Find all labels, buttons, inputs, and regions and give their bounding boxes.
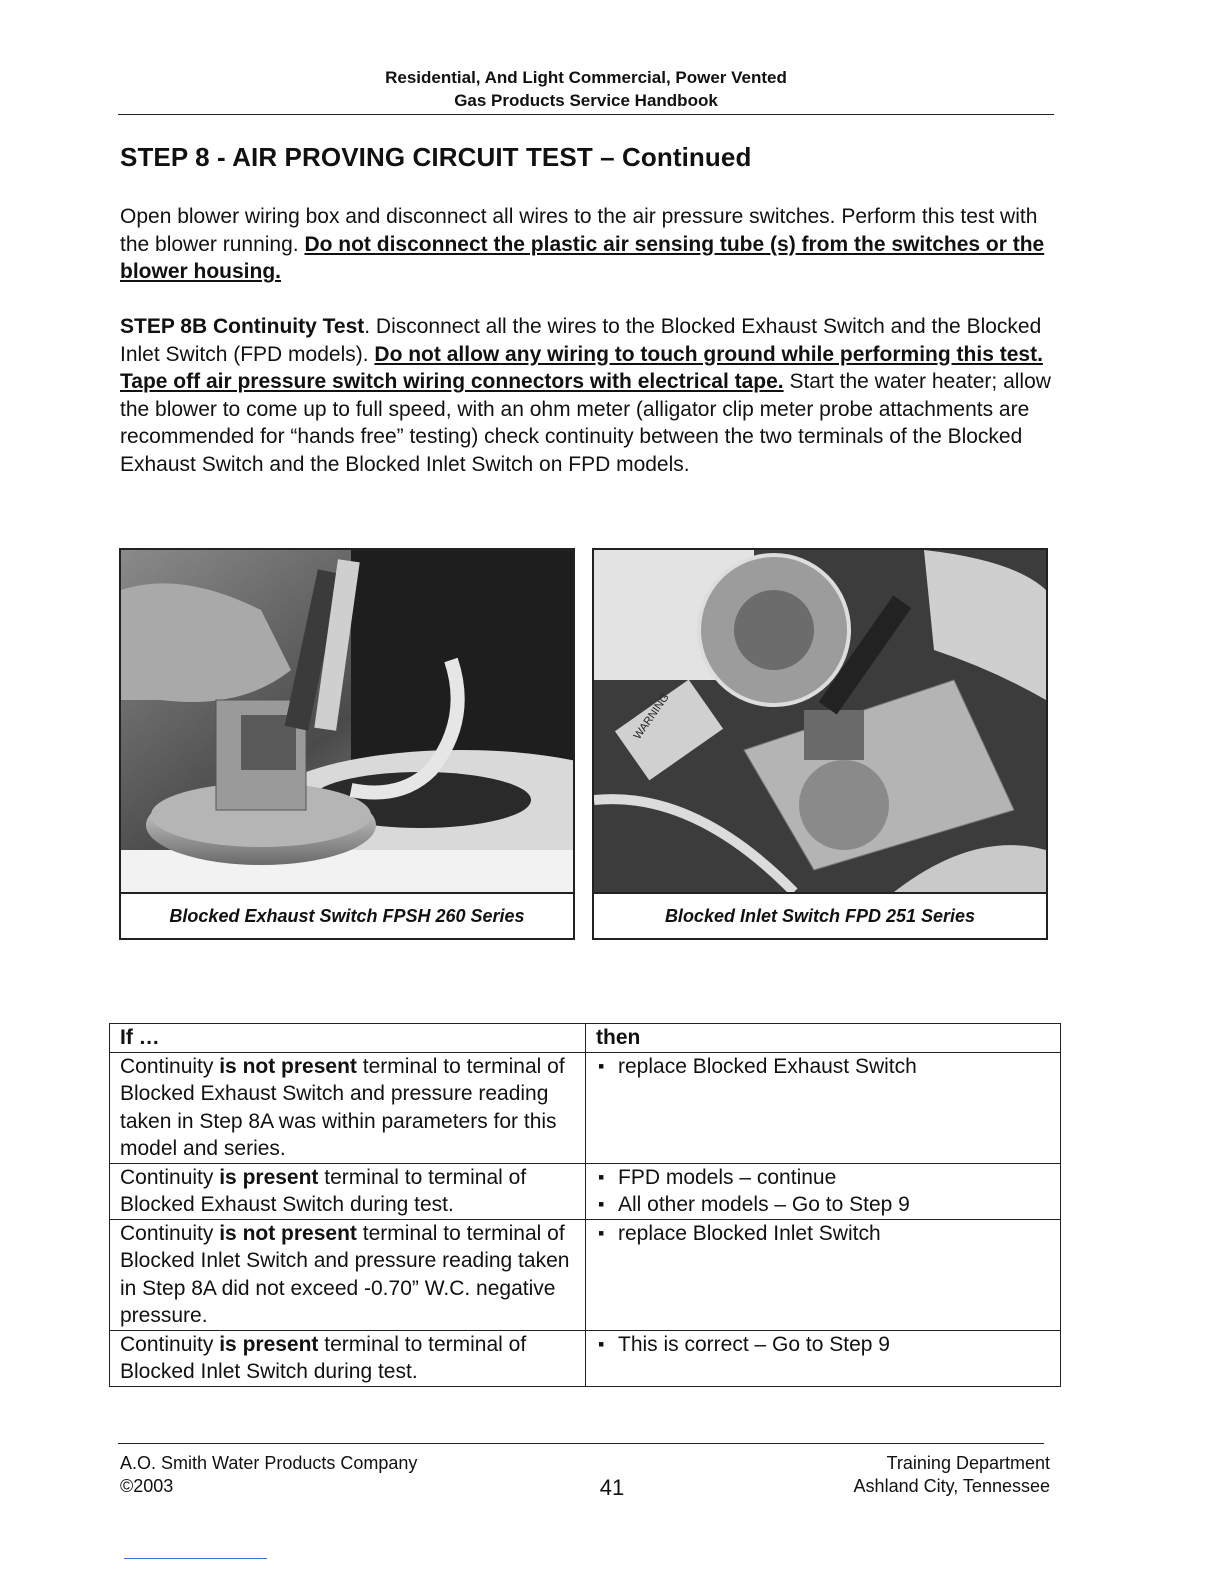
table-header-row (110, 1024, 1061, 1053)
action-cell (586, 1163, 1061, 1219)
table-row (110, 1330, 1061, 1386)
step-8b-warning-2: Tape off air pressure switch wiring connectors with electrical tape. (120, 370, 784, 393)
condition-text: Continuity (120, 1332, 220, 1356)
table-row (110, 1219, 1061, 1330)
condition-emphasis: is not present (219, 1221, 357, 1245)
condition-cell (110, 1219, 586, 1330)
condition-text: terminal to terminal of Blocked Exhaust Switch during test. (120, 1165, 527, 1216)
footer-rule (118, 1443, 1044, 1444)
step-8b-text-1: . Disconnect all the wires to the Blocked Exhaust Switch and the Blocked Inlet Switch (FPD models). (120, 315, 1042, 366)
condition-text: Continuity (120, 1054, 220, 1078)
photo-blocked-inlet-switch (594, 550, 1046, 894)
figure-blocked-inlet-switch (592, 548, 1048, 940)
step-8b-heading: STEP 8B Continuity Test (120, 315, 365, 338)
footer-department: Training Department (886, 1453, 1050, 1473)
link-underline[interactable] (124, 1558, 267, 1559)
footer-right (854, 1452, 1050, 1498)
continuity-decision-table (109, 1023, 1061, 1387)
action-bullet: ▪ FPD models – continue (596, 1164, 1052, 1192)
table-row (110, 1052, 1061, 1163)
step-8b-paragraph (120, 313, 1055, 478)
action-bullet: ▪ This is correct – Go to Step 9 (596, 1331, 1052, 1359)
running-header (118, 66, 1054, 112)
footer-company: A.O. Smith Water Products Company (120, 1453, 418, 1473)
photo-blocked-exhaust-switch (121, 550, 573, 894)
column-header-if: If … (110, 1024, 586, 1053)
condition-emphasis: is present (219, 1332, 319, 1356)
condition-cell (110, 1052, 586, 1163)
table-row (110, 1163, 1061, 1219)
condition-emphasis: is not present (219, 1054, 357, 1078)
footer-copyright: ©2003 (120, 1476, 174, 1496)
action-bullet: ▪ replace Blocked Exhaust Switch (596, 1053, 1052, 1081)
intro-text: Open blower wiring box and disconnect all wires to the air pressure switches. Perform this test with the blower running. (120, 205, 1038, 256)
figure-1-caption: Blocked Exhaust Switch FPSH 260 Series (169, 905, 525, 926)
condition-text: Continuity (120, 1221, 220, 1245)
condition-cell (110, 1163, 586, 1219)
page-number: 41 (599, 1475, 625, 1500)
page-title: STEP 8 - AIR PROVING CIRCUIT TEST – Continued (120, 142, 752, 172)
figure-2-caption: Blocked Inlet Switch FPD 251 Series (664, 905, 976, 926)
intro-warning: Do not disconnect the plastic air sensing tube (s) from the switches or the blower housing. (120, 232, 1045, 283)
intro-paragraph (120, 203, 1055, 286)
exhaust-switch-photo-illustration (121, 550, 573, 892)
inlet-switch-photo-illustration (594, 550, 1046, 892)
figure-blocked-exhaust-switch (119, 548, 575, 940)
header-line-1: Residential, And Light Commercial, Power Vented (385, 68, 787, 87)
condition-text: Continuity (120, 1165, 220, 1189)
header-line-2: Gas Products Service Handbook (454, 91, 718, 110)
action-cell (586, 1330, 1061, 1386)
action-bullet: ▪ replace Blocked Inlet Switch (596, 1220, 1052, 1248)
condition-text: terminal to terminal of Blocked Inlet Switch during test. (120, 1332, 527, 1383)
warning-label: WARNING (631, 691, 672, 742)
action-bullet: ▪ All other models – Go to Step 9 (596, 1191, 1052, 1219)
condition-emphasis: is present (219, 1165, 319, 1189)
step-8b-warning-1: Do not allow any wiring to touch ground while performing this test. (374, 342, 1043, 366)
condition-text: terminal to terminal of Blocked Exhaust Switch and pressure reading taken in Step 8A was within parameters for this model and series. (120, 1054, 565, 1160)
condition-text: terminal to terminal of Blocked Inlet Switch and pressure reading taken in Step 8A did not exceed -0.70” W.C. negative pressure. (120, 1221, 570, 1327)
action-cell (586, 1052, 1061, 1163)
column-header-then: then (586, 1024, 1061, 1053)
step-8b-text-2: Start the water heater; allow the blower to come up to full speed, with an ohm meter (alligator clip meter probe attachments are recommended for “hands free” testing) check continuity between the two terminals of the Blocked Exhaust Switch and the Blocked Inlet Switch on FPD models. (120, 370, 1051, 476)
header-rule (118, 114, 1054, 115)
condition-cell (110, 1330, 586, 1386)
footer-location: Ashland City, Tennessee (853, 1476, 1050, 1496)
action-cell (586, 1219, 1061, 1330)
